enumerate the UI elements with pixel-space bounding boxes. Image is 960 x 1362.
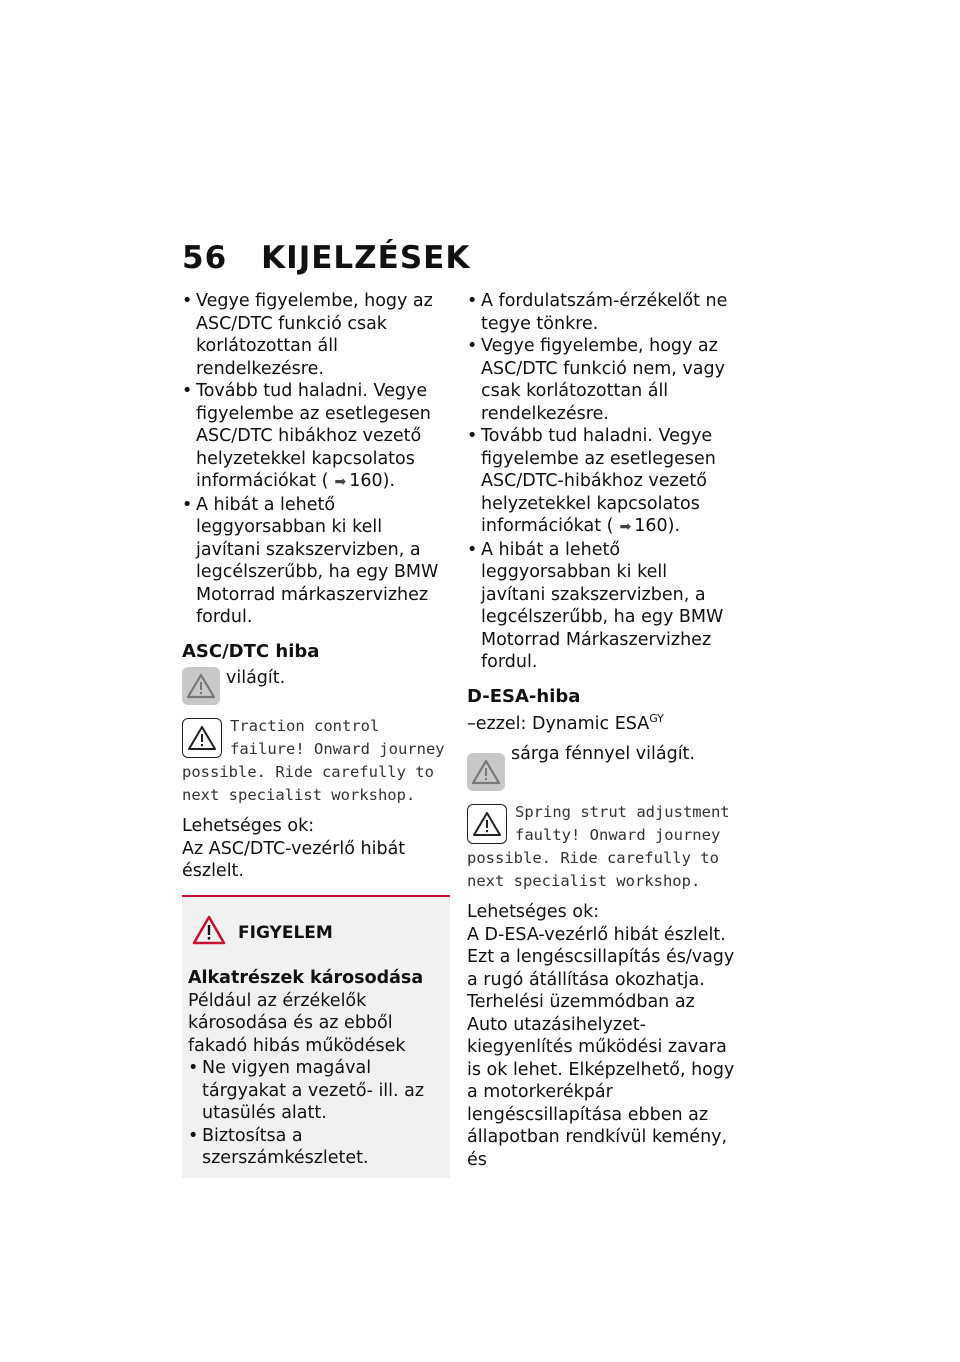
warning-triangle-icon [182,718,222,758]
indicator-row [182,667,450,705]
display-message [182,715,450,807]
possible-cause-label: Lehetséges ok: [467,902,600,923]
section-title: D-ESA-hiba [467,685,581,707]
section-title: ASC/DTC hiba [182,640,320,662]
with-text: –ezzel: Dynamic $ESA^{GY}$ [467,712,664,734]
warning-triangle-icon [467,804,507,844]
list-item: • A hibát a lehető leggyorsabban ki kell javítani szakszervizben, a legcélszerűbb, ha egy BMW Motorrad Márkaszervizhez fordul. [467,539,735,674]
caution-title: FIGYELEM [238,922,333,943]
list-item: • Tovább tud haladni. Vegye figyelembe az esetlegesen ASC/DTC hibákhoz vezető helyzetekkel kapcsolatos információkat ( ➡ 160). [182,380,450,494]
arrow-right-icon: ➡ [334,474,347,490]
list-item: • Ne vigyen magával tárgyakat a vezető- ill. az utasülés alatt. [188,1057,442,1125]
warning-triangle-indicator-icon [182,667,220,705]
page-header [182,240,470,276]
arrow-right-icon: ➡ [619,519,632,535]
indicator-text: világít. [226,668,286,688]
list-item: • Tovább tud haladni. Vegye figyelembe az esetlegesen ASC/DTC-hibákhoz vezető helyzetekkel kapcsolatos információkat ( ➡ 160). [467,425,735,539]
left-bullet-list [182,290,450,629]
caution-header [192,915,442,952]
caution-subtitle: Alkatrészek károsodása [188,968,424,988]
possible-cause-text: A D-ESA-vezérlő hibát észlelt. Ezt a lengéscsillapítás és/vagy a rugó átállítása okozhatja. Terhelési üzemmódban az Auto utazásihelyzet-kiegyenlítés működési zavara is ok lehet. Elképzelhető, hogy a motorkerékpár lengéscsillapítása ebben az állapotban rendkívül kemény, és [467,924,735,1170]
page-number: 56 [182,240,228,276]
list-item: • Vegye figyelembe, hogy az ASC/DTC funkció nem, vagy csak korlátozottan áll rendelkezésre. [467,335,735,425]
list-item: • A fordulatszám-érzékelőt ne tegye tönkre. [467,290,735,335]
page-title: KIJELZÉSEK [261,240,471,276]
left-column [182,290,450,1178]
right-bullet-list [467,290,735,674]
list-item: • Vegye figyelembe, hogy az ASC/DTC funkció csak korlátozottan áll rendelkezésre. [182,290,450,380]
right-column [467,290,735,1171]
display-message [467,801,735,893]
display-message-text: Traction control failure! Onward journey possible. Ride carefully to next specialist workshop. [182,717,445,804]
page-reference: ( ➡ 160). [607,516,680,536]
warning-triangle-red-icon [192,915,226,952]
list-item: • A hibát a lehető leggyorsabban ki kell javítani szakszervizben, a legcélszerűbb, ha egy BMW Motorrad márkaszervizhez fordul. [182,494,450,629]
indicator-row [467,743,735,791]
list-item: • Biztosítsa a szerszámkészletet. [188,1125,442,1170]
caution-text: Például az érzékelők károsodása és az ebből fakadó hibás működések [188,990,406,1056]
indicator-text: sárga fénnyel világít. [511,744,695,765]
caution-box [182,895,450,1178]
possible-cause-text: Az ASC/DTC-vezérlő hibát észlelt. [182,838,406,881]
page-reference: ( ➡ 160). [322,471,395,491]
warning-triangle-indicator-icon [467,753,505,791]
display-message-text: Spring strut adjustment faulty! Onward journey possible. Ride carefully to next specialist workshop. [467,803,730,891]
caution-bullet-list [188,1057,442,1170]
possible-cause-label: Lehetséges ok: [182,816,315,836]
